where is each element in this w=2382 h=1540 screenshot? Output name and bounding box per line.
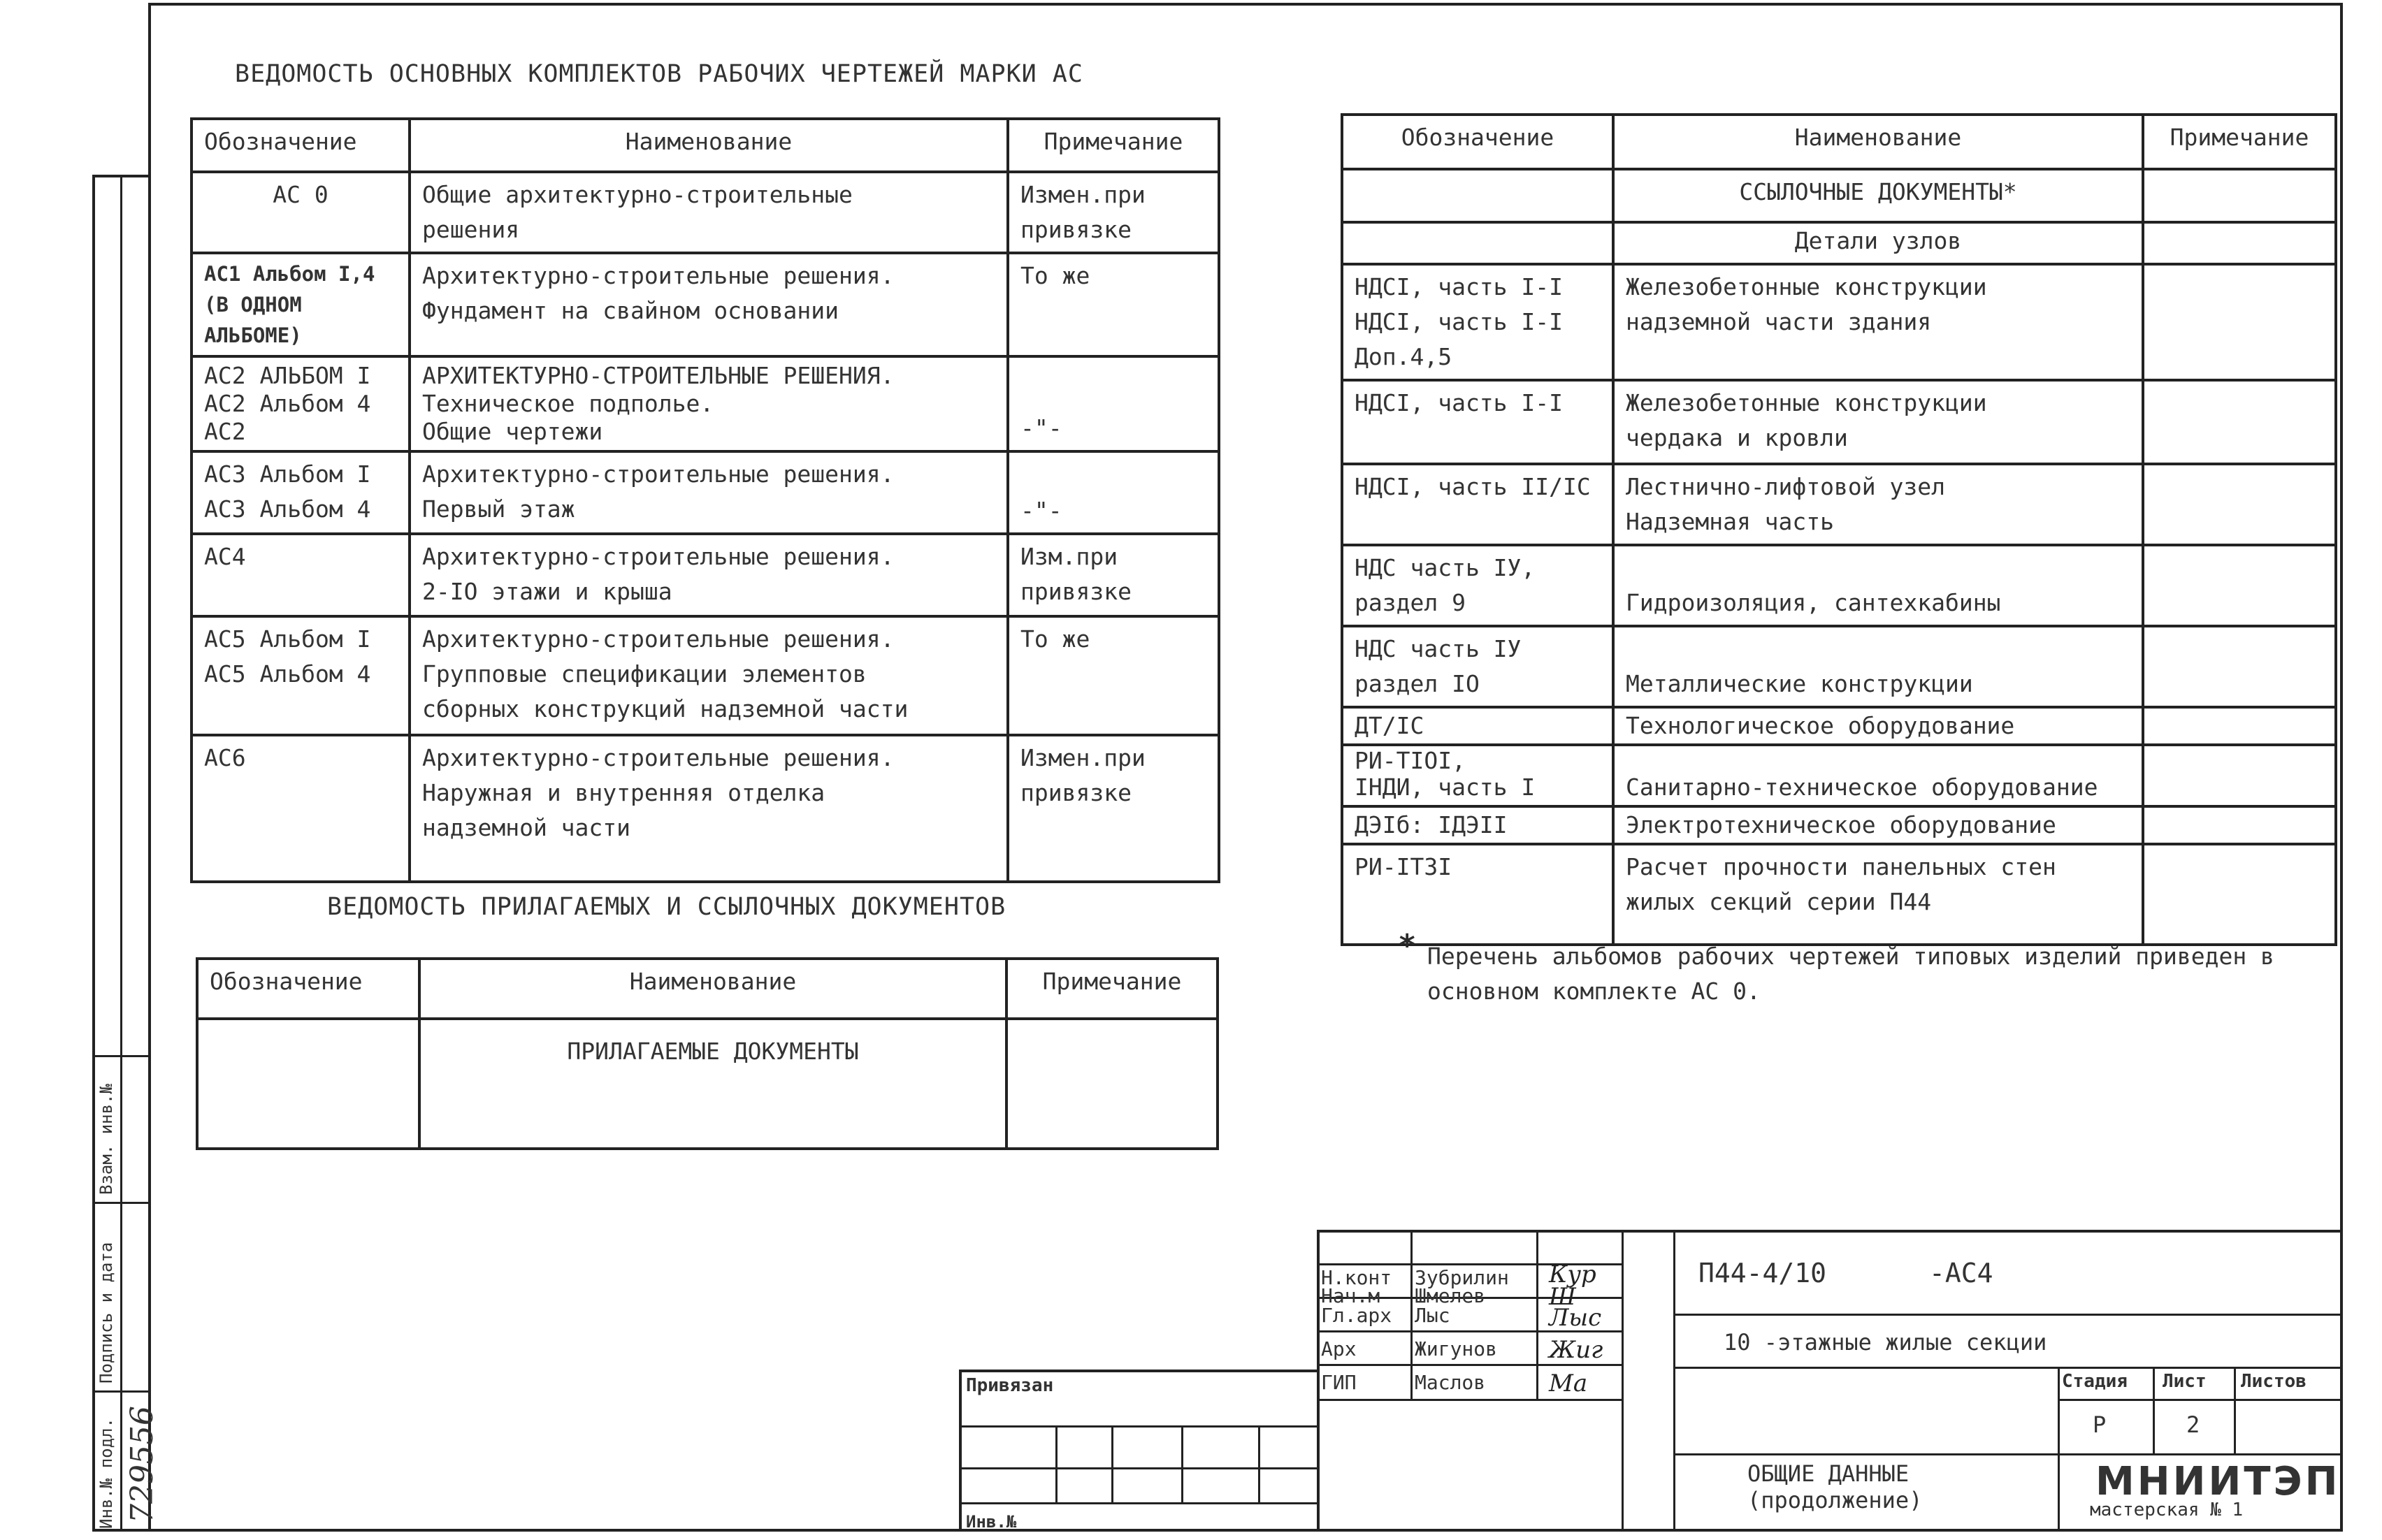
stage-value: Р xyxy=(2093,1411,2107,1438)
attached-docs-table xyxy=(196,957,1219,1150)
row-code: НДСI, часть I-I xyxy=(1342,380,1613,464)
row-code: АС 0 xyxy=(192,172,410,253)
table-row xyxy=(1342,844,2336,945)
row-name: Гидроизоляция, сантехкабины xyxy=(1613,545,2143,626)
col-header-note: Примечание xyxy=(1006,959,1218,1019)
role-2: Нач.м xyxy=(1321,1284,1380,1307)
col-header-note: Примечание xyxy=(1008,119,1219,172)
sheets-label: Листов xyxy=(2241,1371,2307,1392)
row-code: РИ-IТ3I xyxy=(1342,844,1613,945)
name-5: Маслов xyxy=(1415,1371,1486,1394)
side-label-replace: Взам. инв.№ xyxy=(96,1084,116,1195)
row-name: Электротехническое оборудование xyxy=(1613,806,2143,844)
signature-5: Ма xyxy=(1549,1370,1588,1397)
row-note: Измен.при привязке xyxy=(1008,172,1219,253)
row-code: АС5 Альбом I АС5 Альбом 4 xyxy=(192,616,410,735)
side-label-inv: Инв.№ подл. xyxy=(96,1418,116,1529)
name-2: Шмелев xyxy=(1415,1284,1486,1307)
table-row xyxy=(192,735,1219,882)
signature-2: Ш xyxy=(1549,1283,1576,1311)
row-code: АС4 xyxy=(192,534,410,616)
name-4: Жигунов xyxy=(1415,1337,1498,1360)
row-code: ДТ/IС xyxy=(1342,707,1613,745)
linked-label: Привязан xyxy=(966,1375,1054,1396)
table-row xyxy=(1342,545,2336,626)
row-code: ДЭIб: IДЭII xyxy=(1342,806,1613,844)
table-row xyxy=(192,356,1219,451)
subsection-details: Детали узлов xyxy=(1613,222,2143,264)
row-name: Архитектурно-строительные решения. Первый этаж xyxy=(410,451,1008,534)
table-row xyxy=(192,172,1219,253)
table-row xyxy=(1342,806,2336,844)
row-note: -"- xyxy=(1008,356,1219,451)
row-name: Расчет прочности панельных стен жилых секций серии П44 xyxy=(1613,844,2143,945)
col-header-name: Наименование xyxy=(1613,115,2143,169)
col-header-name: Наименование xyxy=(410,119,1008,172)
role-3: Гл.арх xyxy=(1321,1304,1392,1327)
object-name: 10 -этажные жилые секции xyxy=(1724,1329,2047,1356)
col-header-code: Обозначение xyxy=(197,959,419,1019)
row-code: АС3 Альбом I АС3 Альбом 4 xyxy=(192,451,410,534)
row-name: Металлические конструкции xyxy=(1613,626,2143,707)
col-header-name: Наименование xyxy=(419,959,1006,1019)
table-row xyxy=(192,616,1219,735)
table-row xyxy=(1342,626,2336,707)
row-code: АС6 xyxy=(192,735,410,882)
stage-label: Стадия xyxy=(2062,1371,2128,1392)
inv-number: 729556 xyxy=(124,1406,160,1523)
table-row xyxy=(1342,464,2336,545)
role-5: ГИП xyxy=(1321,1371,1357,1394)
table-row xyxy=(192,253,1219,356)
role-4: Арх xyxy=(1321,1337,1357,1360)
row-code: НДСI, часть II/IС xyxy=(1342,464,1613,545)
row-note: То же xyxy=(1008,616,1219,735)
row-code: АС1 Альбом I,4 (В ОДНОМ АЛЬБОМЕ) xyxy=(192,253,410,356)
org-logo: МНИИТЭП xyxy=(2095,1459,2341,1504)
table-row xyxy=(1342,264,2336,380)
table-row xyxy=(1342,380,2336,464)
row-name: Железобетонные конструкции надземной части здания xyxy=(1613,264,2143,380)
inv-label: Инв.№ xyxy=(966,1512,1017,1532)
row-name: Железобетонные конструкции чердака и кровли xyxy=(1613,380,2143,464)
table-row xyxy=(1342,745,2336,806)
table-row xyxy=(192,451,1219,534)
row-name: АРХИТЕКТУРНО-СТРОИТЕЛЬНЫЕ РЕШЕНИЯ. Техническое подполье. Общие чертежи xyxy=(410,356,1008,451)
row-note: Измен.при привязке xyxy=(1008,735,1219,882)
col-header-note: Примечание xyxy=(2143,115,2336,169)
doc-mark: -АС4 xyxy=(1929,1258,1993,1288)
row-name: Общие архитектурно-строительные решения xyxy=(410,172,1008,253)
col-header-code: Обозначение xyxy=(1342,115,1613,169)
main-sets-table xyxy=(190,117,1220,883)
main-table-title: ВЕДОМОСТЬ ОСНОВНЫХ КОМПЛЕКТОВ РАБОЧИХ ЧЕРТЕЖЕЙ МАРКИ АС xyxy=(235,60,1083,88)
section-references: ССЫЛОЧНЫЕ ДОКУМЕНТЫ* xyxy=(1613,169,2143,222)
row-note: Изм.при привязке xyxy=(1008,534,1219,616)
sheet-title: ОБЩИЕ ДАННЫЕ (продолжение) xyxy=(1747,1460,1923,1513)
row-name: Архитектурно-строительные решения. Групповые спецификации элементов сборных конструкций надземной части xyxy=(410,616,1008,735)
signature-3: Лыс xyxy=(1549,1304,1602,1332)
col-header-code: Обозначение xyxy=(192,119,410,172)
name-3: Лыс xyxy=(1415,1304,1450,1327)
name-1: Зубрилин xyxy=(1415,1266,1509,1289)
row-note: То же xyxy=(1008,253,1219,356)
role-1: Н.конт xyxy=(1321,1266,1392,1289)
row-code: НДС часть IУ раздел IO xyxy=(1342,626,1613,707)
row-code: НДСI, часть I-I НДСI, часть I-I Доп.4,5 xyxy=(1342,264,1613,380)
row-code: АС2 АЛЬБОМ I АС2 Альбом 4 АС2 xyxy=(192,356,410,451)
table-row xyxy=(192,534,1219,616)
row-name: Архитектурно-строительные решения. Наружная и внутренняя отделка надземной части xyxy=(410,735,1008,882)
row-code: РИ-ТIОI, IНДИ, часть I xyxy=(1342,745,1613,806)
table-row xyxy=(1342,707,2336,745)
row-name: Архитектурно-строительные решения. Фундамент на свайном основании xyxy=(410,253,1008,356)
reference-docs-table xyxy=(1341,113,2337,946)
attached-table-title: ВЕДОМОСТЬ ПРИЛАГАЕМЫХ И ССЫЛОЧНЫХ ДОКУМЕНТОВ xyxy=(327,893,1006,921)
doc-code: П44-4/10 xyxy=(1698,1258,1827,1288)
signature-4: Жиг xyxy=(1549,1336,1603,1364)
footnote-text: Перечень альбомов рабочих чертежей типовых изделий приведен в основном комплекте АС 0. xyxy=(1427,943,2274,1005)
row-note: -"- xyxy=(1008,451,1219,534)
signature-1: Кур xyxy=(1549,1261,1596,1288)
sheet-label: Лист xyxy=(2163,1371,2207,1392)
footnote-mark: * xyxy=(1398,928,1417,964)
side-label-sign: Подпись и дата xyxy=(96,1242,116,1383)
table-row xyxy=(197,1019,1218,1149)
row-code: НДС часть IУ, раздел 9 xyxy=(1342,545,1613,626)
section-attached: ПРИЛАГАЕМЫЕ ДОКУМЕНТЫ xyxy=(419,1019,1006,1149)
org-sub: мастерская № 1 xyxy=(2090,1499,2244,1520)
sheet-value: 2 xyxy=(2186,1411,2200,1438)
row-name: Технологическое оборудование xyxy=(1613,707,2143,745)
row-name: Архитектурно-строительные решения. 2-IO этажи и крыша xyxy=(410,534,1008,616)
row-name: Лестнично-лифтовой узел Надземная часть xyxy=(1613,464,2143,545)
row-name: Санитарно-техническое оборудование xyxy=(1613,745,2143,806)
